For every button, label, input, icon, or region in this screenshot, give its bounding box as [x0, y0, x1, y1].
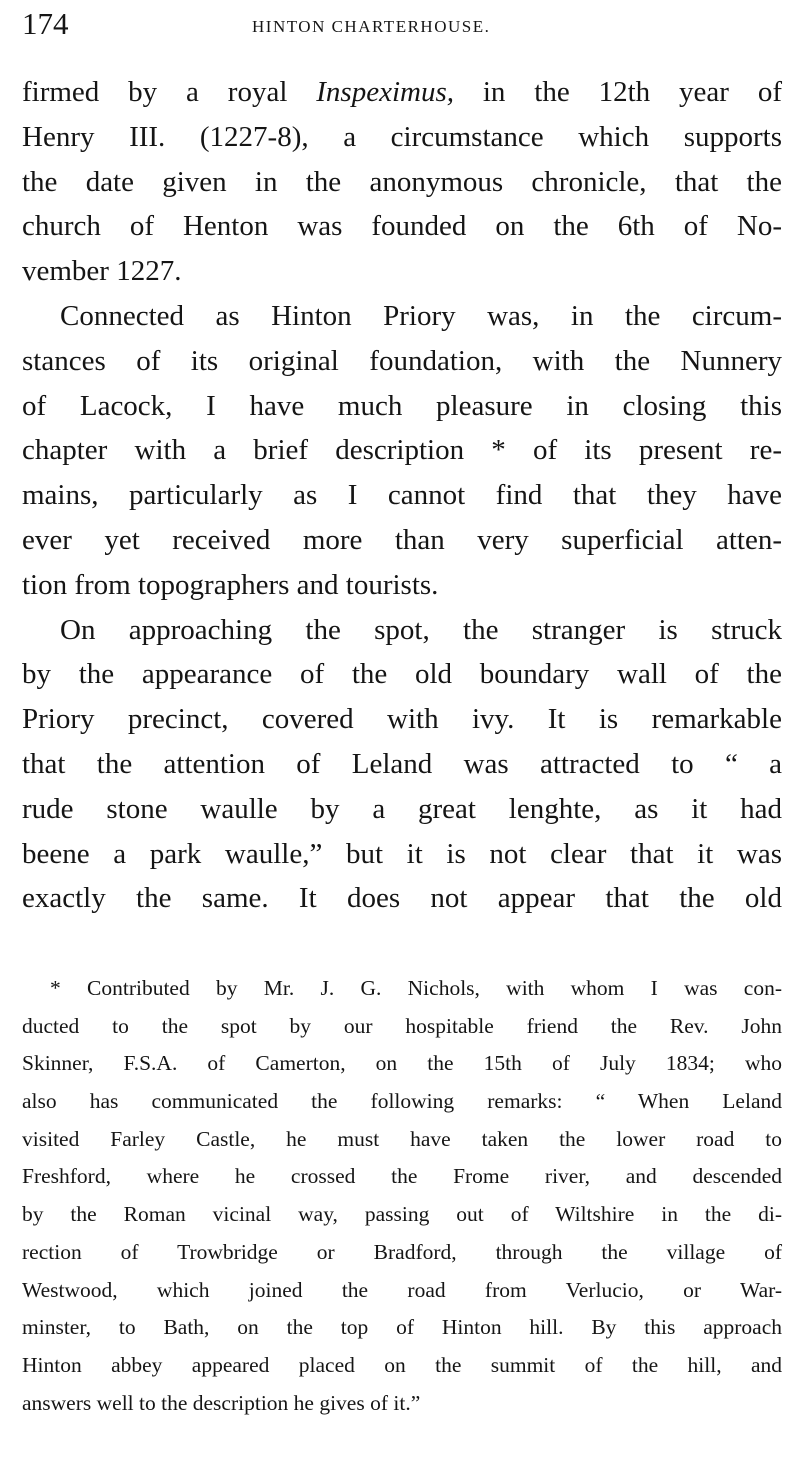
- body-line: vember 1227.: [22, 255, 182, 288]
- body-line: tion from topographers and tourists.: [22, 568, 439, 601]
- page-header: [22, 6, 780, 46]
- footnote-line: Hinton abbey appeared placed on the summit of the hill, and: [22, 1352, 782, 1377]
- body-line: that the attention of Leland was attracted to “ a: [22, 747, 782, 780]
- body-line: Henry III. (1227-8), a circumstance which supports: [22, 120, 782, 153]
- body-line: by the appearance of the old boundary wall of the: [22, 658, 782, 691]
- latin-term: Inspeximus,: [316, 76, 454, 108]
- body-line: On approaching the spot, the stranger is struck: [60, 613, 782, 646]
- body-line: chapter with a brief description * of its present re-: [22, 434, 782, 467]
- footnote: [22, 970, 782, 1422]
- footnote-line: Freshford, where he crossed the Frome river, and descended: [22, 1164, 782, 1189]
- body-line: exactly the same. It does not appear that the old: [22, 882, 782, 915]
- body-line: mains, particularly as I cannot find that they have: [22, 479, 782, 512]
- footnote-line: ducted to the spot by our hospitable friend the Rev. John: [22, 1013, 782, 1038]
- footnote-line: also has communicated the following remarks: “ When Leland: [22, 1089, 782, 1114]
- footnote-line: Westwood, which joined the road from Verlucio, or War-: [22, 1277, 782, 1302]
- footnote-line: by the Roman vicinal way, passing out of Wiltshire in the di-: [22, 1202, 782, 1227]
- running-title: HINTON CHARTERHOUSE.: [252, 17, 491, 36]
- page-number: 174: [22, 6, 69, 41]
- body-line: stances of its original foundation, with the Nunnery: [22, 344, 782, 377]
- body-line: of Lacock, I have much pleasure in closing this: [22, 389, 782, 422]
- body-line: firmed by a royal Inspeximus, in the 12th year of: [22, 76, 782, 108]
- footnote-line: * Contributed by Mr. J. G. Nichols, with whom I was con-: [50, 976, 782, 1000]
- body-line: the date given in the anonymous chronicle, that the: [22, 165, 782, 198]
- body-line: church of Henton was founded on the 6th of No-: [22, 210, 782, 243]
- body-line: beene a park waulle,” but it is not clear that it was: [22, 837, 782, 870]
- body-line: Priory precinct, covered with ivy. It is remarkable: [22, 703, 782, 736]
- body-text: [22, 70, 782, 921]
- footnote-line: minster, to Bath, on the top of Hinton hill. By this approach: [22, 1315, 782, 1340]
- body-line: Connected as Hinton Priory was, in the circum-: [60, 299, 782, 332]
- body-line: rude stone waulle by a great lenghte, as it had: [22, 792, 782, 825]
- footnote-line: Skinner, F.S.A. of Camerton, on the 15th of July 1834; who: [22, 1051, 782, 1076]
- footnote-line: answers well to the description he gives of it.”: [22, 1390, 421, 1415]
- body-line: ever yet received more than very superficial atten-: [22, 523, 782, 556]
- footnote-line: visited Farley Castle, he must have taken the lower road to: [22, 1126, 782, 1151]
- footnote-line: rection of Trowbridge or Bradford, through the village of: [22, 1239, 782, 1264]
